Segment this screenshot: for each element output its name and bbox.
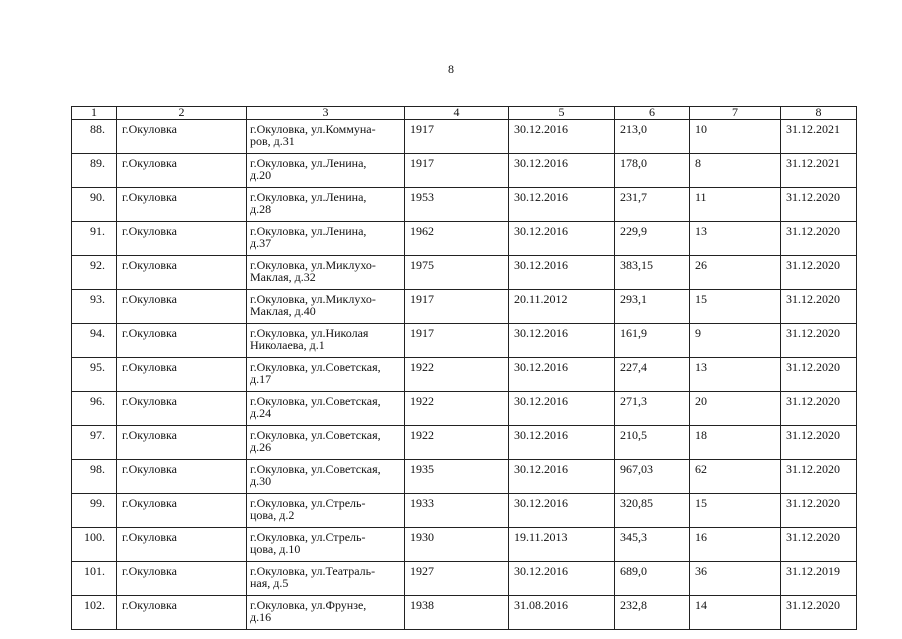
area-cell: 293,1 bbox=[615, 290, 690, 324]
address-cell bbox=[247, 358, 405, 392]
row-number-cell: 92. bbox=[72, 256, 117, 290]
address-cell bbox=[247, 460, 405, 494]
deadline-cell: 31.12.2020 bbox=[781, 358, 857, 392]
year-cell: 1922 bbox=[405, 358, 509, 392]
table-row bbox=[72, 256, 857, 290]
deadline-cell: 31.12.2020 bbox=[781, 256, 857, 290]
table-row bbox=[72, 358, 857, 392]
date-cell: 30.12.2016 bbox=[509, 222, 615, 256]
address-line: г.Окуловка, ул.Стрель- bbox=[250, 530, 366, 544]
area-cell: 345,3 bbox=[615, 528, 690, 562]
date-cell: 30.12.2016 bbox=[509, 426, 615, 460]
count-cell: 8 bbox=[690, 154, 781, 188]
area-cell: 231,7 bbox=[615, 188, 690, 222]
row-number-cell: 91. bbox=[72, 222, 117, 256]
address-cell bbox=[247, 392, 405, 426]
year-cell: 1927 bbox=[405, 562, 509, 596]
address-cell bbox=[247, 154, 405, 188]
address-cell bbox=[247, 256, 405, 290]
count-cell: 14 bbox=[690, 596, 781, 630]
address-line: г.Окуловка, ул.Коммуна- bbox=[250, 122, 376, 136]
area-cell: 229,9 bbox=[615, 222, 690, 256]
date-cell: 30.12.2016 bbox=[509, 562, 615, 596]
row-number-cell: 100. bbox=[72, 528, 117, 562]
table-row bbox=[72, 290, 857, 324]
count-cell: 20 bbox=[690, 392, 781, 426]
count-cell: 16 bbox=[690, 528, 781, 562]
row-number-cell: 99. bbox=[72, 494, 117, 528]
address-line: д.20 bbox=[250, 168, 272, 182]
city-cell: г.Окуловка bbox=[117, 154, 247, 188]
city-cell: г.Окуловка bbox=[117, 562, 247, 596]
city-cell: г.Окуловка bbox=[117, 494, 247, 528]
address-line: г.Окуловка, ул.Фрунзе, bbox=[250, 598, 367, 612]
deadline-cell: 31.12.2021 bbox=[781, 120, 857, 154]
year-cell: 1938 bbox=[405, 596, 509, 630]
address-cell bbox=[247, 324, 405, 358]
year-cell: 1975 bbox=[405, 256, 509, 290]
row-number-cell: 98. bbox=[72, 460, 117, 494]
table-row bbox=[72, 154, 857, 188]
deadline-cell: 31.12.2020 bbox=[781, 528, 857, 562]
area-cell: 271,3 bbox=[615, 392, 690, 426]
address-line: Николаева, д.1 bbox=[250, 338, 325, 352]
count-cell: 26 bbox=[690, 256, 781, 290]
city-cell: г.Окуловка bbox=[117, 596, 247, 630]
row-number-cell: 89. bbox=[72, 154, 117, 188]
address-cell bbox=[247, 222, 405, 256]
date-cell: 20.11.2012 bbox=[509, 290, 615, 324]
column-header-6: 6 bbox=[615, 107, 690, 120]
count-cell: 18 bbox=[690, 426, 781, 460]
area-cell: 232,8 bbox=[615, 596, 690, 630]
deadline-cell: 31.12.2020 bbox=[781, 290, 857, 324]
row-number-cell: 97. bbox=[72, 426, 117, 460]
table-row bbox=[72, 426, 857, 460]
column-header-7: 7 bbox=[690, 107, 781, 120]
city-cell: г.Окуловка bbox=[117, 358, 247, 392]
table-row bbox=[72, 596, 857, 630]
address-line: д.24 bbox=[250, 406, 272, 420]
column-header-4: 4 bbox=[405, 107, 509, 120]
address-line: г.Окуловка, ул.Ленина, bbox=[250, 190, 367, 204]
address-line: ная, д.5 bbox=[250, 576, 289, 590]
deadline-cell: 31.12.2020 bbox=[781, 324, 857, 358]
deadline-cell: 31.12.2020 bbox=[781, 426, 857, 460]
area-cell: 383,15 bbox=[615, 256, 690, 290]
year-cell: 1933 bbox=[405, 494, 509, 528]
date-cell: 31.08.2016 bbox=[509, 596, 615, 630]
city-cell: г.Окуловка bbox=[117, 528, 247, 562]
date-cell: 30.12.2016 bbox=[509, 358, 615, 392]
deadline-cell: 31.12.2020 bbox=[781, 494, 857, 528]
address-line: г.Окуловка, ул.Советская, bbox=[250, 360, 381, 374]
address-line: г.Окуловка, ул.Советская, bbox=[250, 428, 381, 442]
address-line: Маклая, д.32 bbox=[250, 270, 316, 284]
row-number-cell: 88. bbox=[72, 120, 117, 154]
count-cell: 9 bbox=[690, 324, 781, 358]
year-cell: 1917 bbox=[405, 120, 509, 154]
column-header-8: 8 bbox=[781, 107, 857, 120]
area-cell: 320,85 bbox=[615, 494, 690, 528]
address-line: д.26 bbox=[250, 440, 272, 454]
year-cell: 1922 bbox=[405, 426, 509, 460]
address-cell bbox=[247, 188, 405, 222]
address-cell bbox=[247, 290, 405, 324]
city-cell: г.Окуловка bbox=[117, 120, 247, 154]
deadline-cell: 31.12.2020 bbox=[781, 392, 857, 426]
table-body bbox=[72, 120, 857, 630]
city-cell: г.Окуловка bbox=[117, 188, 247, 222]
city-cell: г.Окуловка bbox=[117, 222, 247, 256]
row-number-cell: 101. bbox=[72, 562, 117, 596]
count-cell: 10 bbox=[690, 120, 781, 154]
deadline-cell: 31.12.2021 bbox=[781, 154, 857, 188]
city-cell: г.Окуловка bbox=[117, 290, 247, 324]
area-cell: 227,4 bbox=[615, 358, 690, 392]
table-row bbox=[72, 392, 857, 426]
area-cell: 178,0 bbox=[615, 154, 690, 188]
address-cell bbox=[247, 426, 405, 460]
table-row bbox=[72, 494, 857, 528]
table-row bbox=[72, 562, 857, 596]
area-cell: 967,03 bbox=[615, 460, 690, 494]
row-number-cell: 90. bbox=[72, 188, 117, 222]
deadline-cell: 31.12.2020 bbox=[781, 460, 857, 494]
address-line: г.Окуловка, ул.Миклухо- bbox=[250, 292, 376, 306]
year-cell: 1962 bbox=[405, 222, 509, 256]
address-line: д.30 bbox=[250, 474, 272, 488]
address-cell bbox=[247, 596, 405, 630]
date-cell: 30.12.2016 bbox=[509, 120, 615, 154]
city-cell: г.Окуловка bbox=[117, 256, 247, 290]
date-cell: 19.11.2013 bbox=[509, 528, 615, 562]
address-cell bbox=[247, 528, 405, 562]
address-cell bbox=[247, 562, 405, 596]
address-line: г.Окуловка, ул.Николая bbox=[250, 326, 369, 340]
row-number-cell: 94. bbox=[72, 324, 117, 358]
year-cell: 1917 bbox=[405, 324, 509, 358]
address-line: г.Окуловка, ул.Советская, bbox=[250, 462, 381, 476]
address-line: г.Окуловка, ул.Стрель- bbox=[250, 496, 366, 510]
table-row bbox=[72, 120, 857, 154]
year-cell: 1930 bbox=[405, 528, 509, 562]
city-cell: г.Окуловка bbox=[117, 324, 247, 358]
address-line: цова, д.10 bbox=[250, 542, 301, 556]
address-line: д.16 bbox=[250, 610, 272, 624]
page-number: 8 bbox=[448, 62, 454, 76]
date-cell: 30.12.2016 bbox=[509, 154, 615, 188]
table-row bbox=[72, 460, 857, 494]
address-line: цова, д.2 bbox=[250, 508, 295, 522]
address-line: д.28 bbox=[250, 202, 272, 216]
count-cell: 13 bbox=[690, 222, 781, 256]
address-line: г.Окуловка, ул.Ленина, bbox=[250, 224, 367, 238]
area-cell: 161,9 bbox=[615, 324, 690, 358]
address-line: ров, д.31 bbox=[250, 134, 295, 148]
row-number-cell: 93. bbox=[72, 290, 117, 324]
address-line: г.Окуловка, ул.Театраль- bbox=[250, 564, 376, 578]
table-row bbox=[72, 324, 857, 358]
deadline-cell: 31.12.2020 bbox=[781, 596, 857, 630]
date-cell: 30.12.2016 bbox=[509, 460, 615, 494]
city-cell: г.Окуловка bbox=[117, 460, 247, 494]
table-row bbox=[72, 528, 857, 562]
address-line: г.Окуловка, ул.Ленина, bbox=[250, 156, 367, 170]
area-cell: 689,0 bbox=[615, 562, 690, 596]
count-cell: 13 bbox=[690, 358, 781, 392]
count-cell: 62 bbox=[690, 460, 781, 494]
count-cell: 15 bbox=[690, 494, 781, 528]
deadline-cell: 31.12.2020 bbox=[781, 188, 857, 222]
address-line: д.37 bbox=[250, 236, 272, 250]
address-line: Маклая, д.40 bbox=[250, 304, 316, 318]
date-cell: 30.12.2016 bbox=[509, 392, 615, 426]
city-cell: г.Окуловка bbox=[117, 392, 247, 426]
address-line: д.17 bbox=[250, 372, 272, 386]
date-cell: 30.12.2016 bbox=[509, 188, 615, 222]
date-cell: 30.12.2016 bbox=[509, 256, 615, 290]
row-number-cell: 95. bbox=[72, 358, 117, 392]
table-row bbox=[72, 222, 857, 256]
area-cell: 210,5 bbox=[615, 426, 690, 460]
date-cell: 30.12.2016 bbox=[509, 494, 615, 528]
date-cell: 30.12.2016 bbox=[509, 324, 615, 358]
housing-registry-table bbox=[71, 106, 857, 630]
area-cell: 213,0 bbox=[615, 120, 690, 154]
year-cell: 1922 bbox=[405, 392, 509, 426]
year-cell: 1935 bbox=[405, 460, 509, 494]
count-cell: 15 bbox=[690, 290, 781, 324]
row-number-cell: 96. bbox=[72, 392, 117, 426]
city-cell: г.Окуловка bbox=[117, 426, 247, 460]
address-line: г.Окуловка, ул.Миклухо- bbox=[250, 258, 376, 272]
year-cell: 1917 bbox=[405, 290, 509, 324]
deadline-cell: 31.12.2019 bbox=[781, 562, 857, 596]
count-cell: 36 bbox=[690, 562, 781, 596]
column-header-1: 1 bbox=[72, 107, 117, 120]
count-cell: 11 bbox=[690, 188, 781, 222]
column-header-2: 2 bbox=[117, 107, 247, 120]
deadline-cell: 31.12.2020 bbox=[781, 222, 857, 256]
year-cell: 1953 bbox=[405, 188, 509, 222]
header-row bbox=[72, 107, 857, 120]
address-line: г.Окуловка, ул.Советская, bbox=[250, 394, 381, 408]
address-cell bbox=[247, 120, 405, 154]
address-cell bbox=[247, 494, 405, 528]
year-cell: 1917 bbox=[405, 154, 509, 188]
row-number-cell: 102. bbox=[72, 596, 117, 630]
column-header-3: 3 bbox=[247, 107, 405, 120]
table-row bbox=[72, 188, 857, 222]
column-header-5: 5 bbox=[509, 107, 615, 120]
